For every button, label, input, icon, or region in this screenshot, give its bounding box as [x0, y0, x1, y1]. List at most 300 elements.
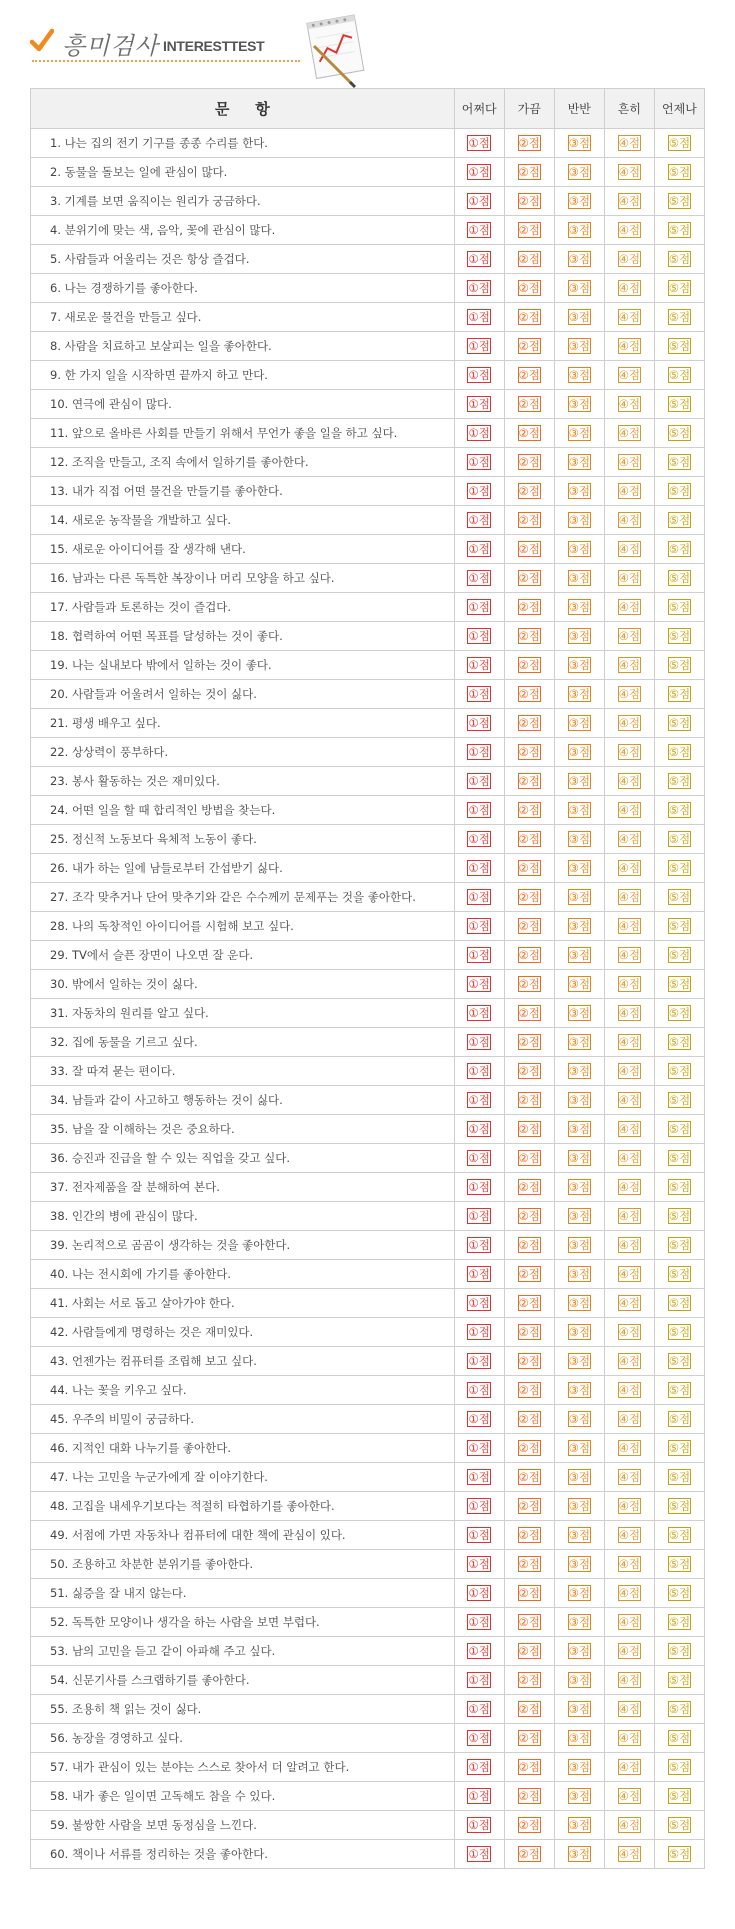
score-option-5[interactable] [654, 390, 704, 419]
score-option-4[interactable] [604, 1376, 654, 1405]
score-option-3[interactable] [554, 651, 604, 680]
score-option-5[interactable] [654, 1173, 704, 1202]
score-option-2[interactable] [504, 1550, 554, 1579]
score-option-3[interactable] [554, 941, 604, 970]
score-option-2[interactable] [504, 1289, 554, 1318]
score-option-4[interactable] [604, 709, 654, 738]
score-option-4[interactable] [604, 1347, 654, 1376]
score-option-3[interactable] [554, 1202, 604, 1231]
score-option-5[interactable] [654, 651, 704, 680]
score-option-2[interactable] [504, 448, 554, 477]
score-option-2[interactable] [504, 1434, 554, 1463]
score-option-5[interactable] [654, 1695, 704, 1724]
score-option-1[interactable] [454, 1724, 504, 1753]
score-option-2[interactable] [504, 883, 554, 912]
score-option-5[interactable] [654, 1260, 704, 1289]
score-option-5[interactable] [654, 1289, 704, 1318]
score-option-5[interactable] [654, 1724, 704, 1753]
score-option-1[interactable] [454, 477, 504, 506]
score-option-1[interactable] [454, 361, 504, 390]
score-option-3[interactable] [554, 1318, 604, 1347]
score-option-4[interactable] [604, 1579, 654, 1608]
score-option-3[interactable] [554, 796, 604, 825]
score-option-5[interactable] [654, 1811, 704, 1840]
score-option-4[interactable] [604, 622, 654, 651]
score-option-2[interactable] [504, 651, 554, 680]
score-option-2[interactable] [504, 303, 554, 332]
score-option-2[interactable] [504, 274, 554, 303]
score-option-3[interactable] [554, 506, 604, 535]
score-option-3[interactable] [554, 187, 604, 216]
score-option-4[interactable] [604, 912, 654, 941]
score-option-3[interactable] [554, 1666, 604, 1695]
score-option-3[interactable] [554, 1231, 604, 1260]
score-option-3[interactable] [554, 883, 604, 912]
score-option-4[interactable] [604, 1492, 654, 1521]
score-option-3[interactable] [554, 1695, 604, 1724]
score-option-2[interactable] [504, 187, 554, 216]
score-option-3[interactable] [554, 1579, 604, 1608]
score-option-2[interactable] [504, 1405, 554, 1434]
score-option-3[interactable] [554, 912, 604, 941]
score-option-5[interactable] [654, 738, 704, 767]
score-option-2[interactable] [504, 1318, 554, 1347]
score-option-2[interactable] [504, 1463, 554, 1492]
score-option-3[interactable] [554, 129, 604, 158]
score-option-4[interactable] [604, 129, 654, 158]
score-option-4[interactable] [604, 680, 654, 709]
score-option-4[interactable] [604, 274, 654, 303]
score-option-4[interactable] [604, 1405, 654, 1434]
score-option-3[interactable] [554, 361, 604, 390]
score-option-2[interactable] [504, 999, 554, 1028]
score-option-2[interactable] [504, 506, 554, 535]
score-option-2[interactable] [504, 738, 554, 767]
score-option-1[interactable] [454, 216, 504, 245]
score-option-3[interactable] [554, 1492, 604, 1521]
score-option-2[interactable] [504, 1579, 554, 1608]
score-option-4[interactable] [604, 506, 654, 535]
score-option-4[interactable] [604, 738, 654, 767]
score-option-4[interactable] [604, 593, 654, 622]
score-option-4[interactable] [604, 448, 654, 477]
score-option-4[interactable] [604, 303, 654, 332]
score-option-2[interactable] [504, 1231, 554, 1260]
score-option-4[interactable] [604, 1318, 654, 1347]
score-option-5[interactable] [654, 535, 704, 564]
score-option-2[interactable] [504, 854, 554, 883]
score-option-2[interactable] [504, 767, 554, 796]
score-option-1[interactable] [454, 796, 504, 825]
score-option-4[interactable] [604, 419, 654, 448]
score-option-2[interactable] [504, 825, 554, 854]
score-option-3[interactable] [554, 448, 604, 477]
score-option-1[interactable] [454, 1463, 504, 1492]
score-option-5[interactable] [654, 593, 704, 622]
score-option-4[interactable] [604, 999, 654, 1028]
score-option-3[interactable] [554, 1637, 604, 1666]
score-option-1[interactable] [454, 1086, 504, 1115]
score-option-5[interactable] [654, 796, 704, 825]
score-option-3[interactable] [554, 1173, 604, 1202]
score-option-1[interactable] [454, 1637, 504, 1666]
score-option-3[interactable] [554, 419, 604, 448]
score-option-4[interactable] [604, 477, 654, 506]
score-option-4[interactable] [604, 1057, 654, 1086]
score-option-3[interactable] [554, 593, 604, 622]
score-option-1[interactable] [454, 1695, 504, 1724]
score-option-1[interactable] [454, 506, 504, 535]
score-option-5[interactable] [654, 1057, 704, 1086]
score-option-3[interactable] [554, 216, 604, 245]
score-option-2[interactable] [504, 1115, 554, 1144]
score-option-4[interactable] [604, 1637, 654, 1666]
score-option-4[interactable] [604, 970, 654, 999]
score-option-2[interactable] [504, 1260, 554, 1289]
score-option-1[interactable] [454, 622, 504, 651]
score-option-2[interactable] [504, 158, 554, 187]
score-option-1[interactable] [454, 129, 504, 158]
score-option-3[interactable] [554, 1550, 604, 1579]
score-option-1[interactable] [454, 1057, 504, 1086]
score-option-1[interactable] [454, 1173, 504, 1202]
score-option-5[interactable] [654, 129, 704, 158]
score-option-2[interactable] [504, 216, 554, 245]
score-option-5[interactable] [654, 680, 704, 709]
score-option-3[interactable] [554, 1028, 604, 1057]
score-option-3[interactable] [554, 1086, 604, 1115]
score-option-5[interactable] [654, 1579, 704, 1608]
score-option-4[interactable] [604, 1173, 654, 1202]
score-option-1[interactable] [454, 941, 504, 970]
score-option-1[interactable] [454, 448, 504, 477]
score-option-1[interactable] [454, 1521, 504, 1550]
score-option-2[interactable] [504, 1666, 554, 1695]
score-option-3[interactable] [554, 1115, 604, 1144]
score-option-3[interactable] [554, 477, 604, 506]
score-option-5[interactable] [654, 825, 704, 854]
score-option-5[interactable] [654, 477, 704, 506]
score-option-2[interactable] [504, 1028, 554, 1057]
score-option-2[interactable] [504, 1144, 554, 1173]
score-option-1[interactable] [454, 593, 504, 622]
score-option-3[interactable] [554, 970, 604, 999]
score-option-1[interactable] [454, 1434, 504, 1463]
score-option-2[interactable] [504, 1057, 554, 1086]
score-option-4[interactable] [604, 854, 654, 883]
score-option-3[interactable] [554, 854, 604, 883]
score-option-3[interactable] [554, 1434, 604, 1463]
score-option-2[interactable] [504, 1782, 554, 1811]
score-option-3[interactable] [554, 1840, 604, 1869]
score-option-5[interactable] [654, 216, 704, 245]
score-option-1[interactable] [454, 1666, 504, 1695]
score-option-1[interactable] [454, 738, 504, 767]
score-option-1[interactable] [454, 158, 504, 187]
score-option-3[interactable] [554, 1521, 604, 1550]
score-option-3[interactable] [554, 1782, 604, 1811]
score-option-4[interactable] [604, 216, 654, 245]
score-option-4[interactable] [604, 1202, 654, 1231]
score-option-2[interactable] [504, 1753, 554, 1782]
score-option-5[interactable] [654, 709, 704, 738]
score-option-4[interactable] [604, 1028, 654, 1057]
score-option-4[interactable] [604, 245, 654, 274]
score-option-4[interactable] [604, 1463, 654, 1492]
score-option-1[interactable] [454, 651, 504, 680]
score-option-5[interactable] [654, 1086, 704, 1115]
score-option-3[interactable] [554, 390, 604, 419]
score-option-1[interactable] [454, 187, 504, 216]
score-option-1[interactable] [454, 883, 504, 912]
score-option-5[interactable] [654, 622, 704, 651]
score-option-3[interactable] [554, 1753, 604, 1782]
score-option-1[interactable] [454, 1202, 504, 1231]
score-option-1[interactable] [454, 767, 504, 796]
score-option-3[interactable] [554, 1347, 604, 1376]
score-option-5[interactable] [654, 1144, 704, 1173]
score-option-4[interactable] [604, 1086, 654, 1115]
score-option-2[interactable] [504, 970, 554, 999]
score-option-1[interactable] [454, 1753, 504, 1782]
score-option-2[interactable] [504, 1347, 554, 1376]
score-option-5[interactable] [654, 1608, 704, 1637]
score-option-5[interactable] [654, 1753, 704, 1782]
score-option-1[interactable] [454, 332, 504, 361]
score-option-2[interactable] [504, 1086, 554, 1115]
score-option-3[interactable] [554, 332, 604, 361]
score-option-4[interactable] [604, 564, 654, 593]
score-option-2[interactable] [504, 680, 554, 709]
score-option-5[interactable] [654, 1463, 704, 1492]
score-option-5[interactable] [654, 1347, 704, 1376]
score-option-1[interactable] [454, 1579, 504, 1608]
score-option-3[interactable] [554, 535, 604, 564]
score-option-2[interactable] [504, 419, 554, 448]
score-option-4[interactable] [604, 651, 654, 680]
score-option-2[interactable] [504, 245, 554, 274]
score-option-2[interactable] [504, 564, 554, 593]
score-option-3[interactable] [554, 1289, 604, 1318]
score-option-1[interactable] [454, 1811, 504, 1840]
score-option-1[interactable] [454, 1115, 504, 1144]
score-option-4[interactable] [604, 796, 654, 825]
score-option-4[interactable] [604, 883, 654, 912]
score-option-3[interactable] [554, 564, 604, 593]
score-option-1[interactable] [454, 1608, 504, 1637]
score-option-4[interactable] [604, 332, 654, 361]
score-option-3[interactable] [554, 767, 604, 796]
score-option-5[interactable] [654, 274, 704, 303]
score-option-5[interactable] [654, 1231, 704, 1260]
score-option-3[interactable] [554, 1057, 604, 1086]
score-option-1[interactable] [454, 1782, 504, 1811]
score-option-4[interactable] [604, 535, 654, 564]
score-option-4[interactable] [604, 1115, 654, 1144]
score-option-4[interactable] [604, 1550, 654, 1579]
score-option-5[interactable] [654, 1318, 704, 1347]
score-option-5[interactable] [654, 158, 704, 187]
score-option-3[interactable] [554, 1376, 604, 1405]
score-option-2[interactable] [504, 1376, 554, 1405]
score-option-4[interactable] [604, 1782, 654, 1811]
score-option-5[interactable] [654, 564, 704, 593]
score-option-5[interactable] [654, 767, 704, 796]
score-option-3[interactable] [554, 158, 604, 187]
score-option-1[interactable] [454, 1347, 504, 1376]
score-option-5[interactable] [654, 883, 704, 912]
score-option-4[interactable] [604, 1260, 654, 1289]
score-option-5[interactable] [654, 912, 704, 941]
score-option-5[interactable] [654, 970, 704, 999]
score-option-1[interactable] [454, 1492, 504, 1521]
score-option-5[interactable] [654, 1376, 704, 1405]
score-option-4[interactable] [604, 1144, 654, 1173]
score-option-1[interactable] [454, 854, 504, 883]
score-option-2[interactable] [504, 709, 554, 738]
score-option-3[interactable] [554, 1260, 604, 1289]
score-option-5[interactable] [654, 1028, 704, 1057]
score-option-2[interactable] [504, 1202, 554, 1231]
score-option-1[interactable] [454, 1231, 504, 1260]
score-option-5[interactable] [654, 1492, 704, 1521]
score-option-3[interactable] [554, 1463, 604, 1492]
score-option-1[interactable] [454, 1028, 504, 1057]
score-option-5[interactable] [654, 1666, 704, 1695]
score-option-5[interactable] [654, 999, 704, 1028]
score-option-4[interactable] [604, 1811, 654, 1840]
score-option-3[interactable] [554, 1144, 604, 1173]
score-option-2[interactable] [504, 1840, 554, 1869]
score-option-5[interactable] [654, 419, 704, 448]
score-option-4[interactable] [604, 1608, 654, 1637]
score-option-4[interactable] [604, 1840, 654, 1869]
score-option-3[interactable] [554, 680, 604, 709]
score-option-2[interactable] [504, 941, 554, 970]
score-option-3[interactable] [554, 825, 604, 854]
score-option-5[interactable] [654, 1434, 704, 1463]
score-option-5[interactable] [654, 1115, 704, 1144]
score-option-5[interactable] [654, 187, 704, 216]
score-option-1[interactable] [454, 274, 504, 303]
score-option-2[interactable] [504, 622, 554, 651]
score-option-2[interactable] [504, 129, 554, 158]
score-option-4[interactable] [604, 1231, 654, 1260]
score-option-2[interactable] [504, 535, 554, 564]
score-option-1[interactable] [454, 564, 504, 593]
score-option-3[interactable] [554, 709, 604, 738]
score-option-3[interactable] [554, 303, 604, 332]
score-option-2[interactable] [504, 1695, 554, 1724]
score-option-2[interactable] [504, 1521, 554, 1550]
score-option-2[interactable] [504, 593, 554, 622]
score-option-4[interactable] [604, 390, 654, 419]
score-option-2[interactable] [504, 1492, 554, 1521]
score-option-1[interactable] [454, 1144, 504, 1173]
score-option-4[interactable] [604, 158, 654, 187]
score-option-4[interactable] [604, 825, 654, 854]
score-option-4[interactable] [604, 1695, 654, 1724]
score-option-4[interactable] [604, 1521, 654, 1550]
score-option-5[interactable] [654, 1550, 704, 1579]
score-option-4[interactable] [604, 941, 654, 970]
score-option-1[interactable] [454, 1318, 504, 1347]
score-option-5[interactable] [654, 1521, 704, 1550]
score-option-2[interactable] [504, 1608, 554, 1637]
score-option-3[interactable] [554, 1724, 604, 1753]
score-option-2[interactable] [504, 332, 554, 361]
score-option-3[interactable] [554, 1405, 604, 1434]
score-option-2[interactable] [504, 912, 554, 941]
score-option-3[interactable] [554, 622, 604, 651]
score-option-5[interactable] [654, 448, 704, 477]
score-option-1[interactable] [454, 1376, 504, 1405]
score-option-2[interactable] [504, 1811, 554, 1840]
score-option-2[interactable] [504, 796, 554, 825]
score-option-1[interactable] [454, 245, 504, 274]
score-option-1[interactable] [454, 1405, 504, 1434]
score-option-5[interactable] [654, 1405, 704, 1434]
score-option-3[interactable] [554, 1811, 604, 1840]
score-option-1[interactable] [454, 1260, 504, 1289]
score-option-1[interactable] [454, 390, 504, 419]
score-option-5[interactable] [654, 332, 704, 361]
score-option-5[interactable] [654, 1637, 704, 1666]
score-option-2[interactable] [504, 1724, 554, 1753]
score-option-1[interactable] [454, 1289, 504, 1318]
score-option-4[interactable] [604, 1434, 654, 1463]
score-option-2[interactable] [504, 1637, 554, 1666]
score-option-3[interactable] [554, 999, 604, 1028]
score-option-1[interactable] [454, 1840, 504, 1869]
score-option-1[interactable] [454, 419, 504, 448]
score-option-2[interactable] [504, 390, 554, 419]
score-option-1[interactable] [454, 680, 504, 709]
score-option-2[interactable] [504, 361, 554, 390]
score-option-1[interactable] [454, 709, 504, 738]
score-option-3[interactable] [554, 1608, 604, 1637]
score-option-5[interactable] [654, 941, 704, 970]
score-option-5[interactable] [654, 1202, 704, 1231]
score-option-5[interactable] [654, 506, 704, 535]
score-option-4[interactable] [604, 1666, 654, 1695]
score-option-4[interactable] [604, 361, 654, 390]
score-option-1[interactable] [454, 999, 504, 1028]
score-option-2[interactable] [504, 1173, 554, 1202]
score-option-5[interactable] [654, 1782, 704, 1811]
score-option-4[interactable] [604, 1289, 654, 1318]
score-option-2[interactable] [504, 477, 554, 506]
score-option-1[interactable] [454, 825, 504, 854]
score-option-1[interactable] [454, 535, 504, 564]
score-option-5[interactable] [654, 361, 704, 390]
score-option-5[interactable] [654, 854, 704, 883]
score-option-1[interactable] [454, 970, 504, 999]
score-option-4[interactable] [604, 1753, 654, 1782]
score-option-5[interactable] [654, 303, 704, 332]
score-option-3[interactable] [554, 274, 604, 303]
score-option-3[interactable] [554, 738, 604, 767]
score-option-4[interactable] [604, 187, 654, 216]
score-option-4[interactable] [604, 1724, 654, 1753]
score-option-3[interactable] [554, 245, 604, 274]
score-option-1[interactable] [454, 912, 504, 941]
score-option-1[interactable] [454, 303, 504, 332]
score-option-4[interactable] [604, 767, 654, 796]
score-option-5[interactable] [654, 245, 704, 274]
score-option-5[interactable] [654, 1840, 704, 1869]
score-option-1[interactable] [454, 1550, 504, 1579]
